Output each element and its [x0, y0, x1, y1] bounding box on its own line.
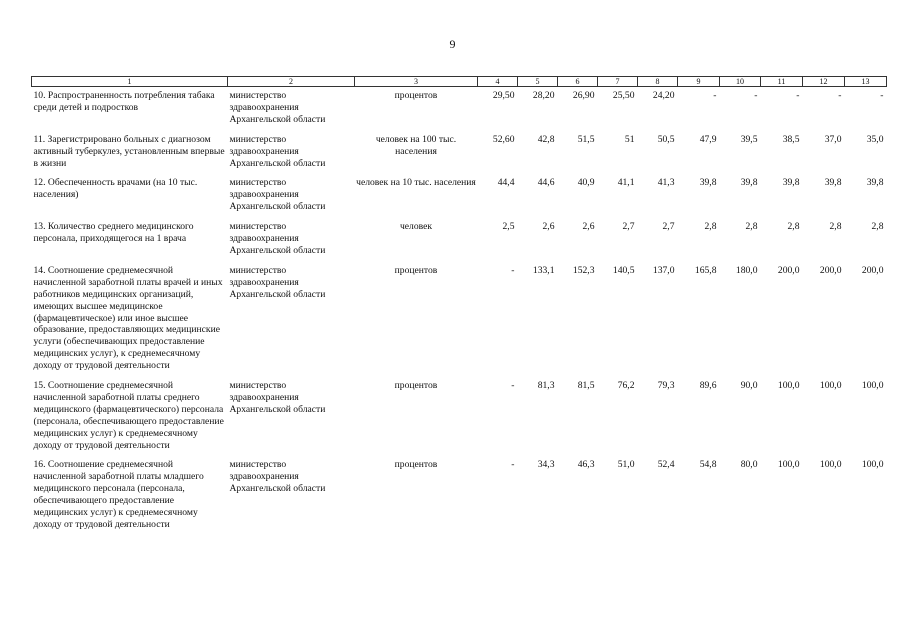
value-cell: 100,0: [819, 459, 842, 471]
indicator-name-cell: 15. Соотношение среднемесячной начисленной заработной платы среднего медицинского (фармацевтического) персонала (персонала, обеспечивающего предоставление медицинских услуг) к среднемесячному доходу от трудовой деятельности: [33, 380, 224, 451]
value-cell: 100,0: [777, 380, 800, 392]
value-cell: 39,8: [699, 177, 717, 189]
value-cell: 80,0: [740, 459, 758, 471]
responsible-agency-cell: министерство здравоохранения Архангельской области: [229, 264, 326, 300]
unit-cell: процентов: [394, 90, 438, 101]
value-cell: 81,3: [537, 380, 555, 392]
indicator-name-cell: 11. Зарегистрировано больных с диагнозом активный туберкулез, установленным впервые в жизни: [33, 133, 225, 169]
value-cell: 2,7: [662, 221, 675, 233]
value-cell: 42,8: [537, 133, 555, 145]
header-cell: 5: [518, 77, 558, 87]
value-cell: 200,0: [819, 264, 842, 276]
indicator-name-cell: 14. Соотношение среднемесячной начисленной заработной платы врачей и иных работников медицинских организаций, имеющих высшее медицинское (фармацевтическое) или иное высшее образование, предоставляющих медицинские услуги (обеспечивающих предоставление медицинских услуг), к среднемесячному доходу от трудовой деятельности: [33, 264, 223, 372]
value-cell: 47,9: [699, 133, 717, 145]
value-cell: 100,0: [861, 459, 884, 471]
table-body: [32, 87, 887, 536]
value-cell: 39,5: [740, 133, 758, 145]
header-cell: 8: [638, 77, 678, 87]
value-cell: 140,5: [612, 264, 635, 276]
table-row: [32, 262, 887, 377]
value-cell: 2,8: [745, 221, 758, 233]
header-cell: 10: [720, 77, 761, 87]
responsible-agency-cell: министерство здравоохранения Архангельской области: [229, 177, 326, 213]
header-cell: 12: [803, 77, 845, 87]
unit-cell: процентов: [394, 459, 438, 471]
value-cell: 2,5: [502, 221, 515, 233]
value-cell: 2,8: [871, 221, 884, 233]
table-row: [32, 131, 887, 175]
value-cell: 26,90: [572, 90, 595, 101]
value-cell: 39,8: [866, 177, 884, 189]
value-cell: 152,3: [572, 264, 595, 276]
value-cell: 165,8: [694, 264, 717, 276]
header-cell: 2: [228, 77, 355, 87]
value-cell: -: [511, 264, 515, 276]
responsible-agency-cell: министерство здравоохранения Архангельской области: [229, 90, 326, 125]
table-header: [32, 77, 887, 87]
header-cell: 6: [558, 77, 598, 87]
value-cell: 37,0: [824, 133, 842, 145]
value-cell: 100,0: [777, 459, 800, 471]
value-cell: 100,0: [861, 380, 884, 392]
header-cell: 4: [478, 77, 518, 87]
value-cell: 133,1: [532, 264, 555, 276]
header-cell: 1: [32, 77, 228, 87]
value-cell: 51,0: [617, 459, 635, 471]
value-cell: 200,0: [861, 264, 884, 276]
value-cell: 50,5: [657, 133, 675, 145]
value-cell: -: [713, 90, 717, 101]
value-cell: 46,3: [577, 459, 595, 471]
indicator-name-cell: 12. Обеспеченность врачами (на 10 тыс. населения): [33, 177, 198, 201]
value-cell: 34,3: [537, 459, 555, 471]
value-cell: 40,9: [577, 177, 595, 189]
value-cell: -: [838, 90, 842, 101]
unit-cell: процентов: [394, 380, 438, 392]
header-cell: 7: [598, 77, 638, 87]
value-cell: 39,8: [782, 177, 800, 189]
header-cell: 11: [761, 77, 803, 87]
value-cell: 2,8: [704, 221, 717, 233]
indicators-table: [31, 76, 887, 536]
value-cell: 41,3: [657, 177, 675, 189]
value-cell: 100,0: [819, 380, 842, 392]
unit-cell: человек на 10 тыс. населения: [356, 177, 476, 189]
responsible-agency-cell: министерство здравоохранения Архангельской области: [229, 221, 326, 256]
responsible-agency-cell: министерство здравоохранения Архангельской области: [229, 380, 326, 415]
table-row: [32, 218, 887, 262]
indicator-name-cell: 16. Соотношение среднемесячной начисленной заработной платы младшего медицинского персонала (персонала, обеспечивающего предоставление медицинских услуг) к среднемесячному доходу от трудовой деятельности: [33, 459, 204, 530]
value-cell: 52,4: [657, 459, 675, 471]
value-cell: 39,8: [824, 177, 842, 189]
value-cell: 51,5: [577, 133, 595, 145]
unit-cell: человек на 100 тыс. населения: [375, 133, 457, 157]
value-cell: 44,4: [497, 177, 515, 189]
value-cell: 28,20: [532, 90, 555, 101]
indicator-name-cell: 13. Количество среднего медицинского персонала, приходящегося на 1 врача: [33, 221, 194, 245]
value-cell: 81,5: [577, 380, 595, 392]
value-cell: -: [511, 380, 515, 392]
value-cell: 41,1: [617, 177, 635, 189]
value-cell: -: [796, 90, 800, 101]
value-cell: 76,2: [617, 380, 635, 392]
value-cell: 90,0: [740, 380, 758, 392]
value-cell: 200,0: [777, 264, 800, 276]
table-row: [32, 456, 887, 535]
value-cell: 180,0: [735, 264, 758, 276]
value-cell: -: [511, 459, 515, 471]
value-cell: 137,0: [652, 264, 675, 276]
value-cell: -: [754, 90, 758, 101]
value-cell: 79,3: [657, 380, 675, 392]
indicator-name-cell: 10. Распространенность потребления табака среди детей и подростков: [33, 90, 215, 113]
value-cell: 51: [624, 133, 635, 145]
unit-cell: человек: [399, 221, 433, 233]
value-cell: 2,6: [582, 221, 595, 233]
value-cell: 2,8: [787, 221, 800, 233]
value-cell: 38,5: [782, 133, 800, 145]
value-cell: 25,50: [612, 90, 635, 101]
value-cell: 29,50: [492, 90, 515, 101]
value-cell: 52,60: [492, 133, 515, 145]
page-number: 9: [449, 37, 456, 51]
header-cell: 13: [845, 77, 887, 87]
value-cell: 2,7: [622, 221, 635, 233]
unit-cell: процентов: [394, 264, 438, 276]
value-cell: 89,6: [699, 380, 717, 392]
table-row: [32, 377, 887, 456]
table-row: [32, 174, 887, 218]
value-cell: 35,0: [866, 133, 884, 145]
value-cell: 54,8: [699, 459, 717, 471]
responsible-agency-cell: министерство здравоохранения Архангельской области: [229, 133, 326, 169]
table-row: [32, 87, 887, 131]
value-cell: 44,6: [537, 177, 555, 189]
value-cell: 2,8: [829, 221, 842, 233]
value-cell: 2,6: [542, 221, 555, 233]
header-cell: 3: [355, 77, 478, 87]
value-cell: 39,8: [740, 177, 758, 189]
responsible-agency-cell: министерство здравоохранения Архангельской области: [229, 459, 326, 495]
header-cell: 9: [678, 77, 720, 87]
value-cell: -: [880, 90, 884, 101]
value-cell: 24,20: [652, 90, 675, 101]
